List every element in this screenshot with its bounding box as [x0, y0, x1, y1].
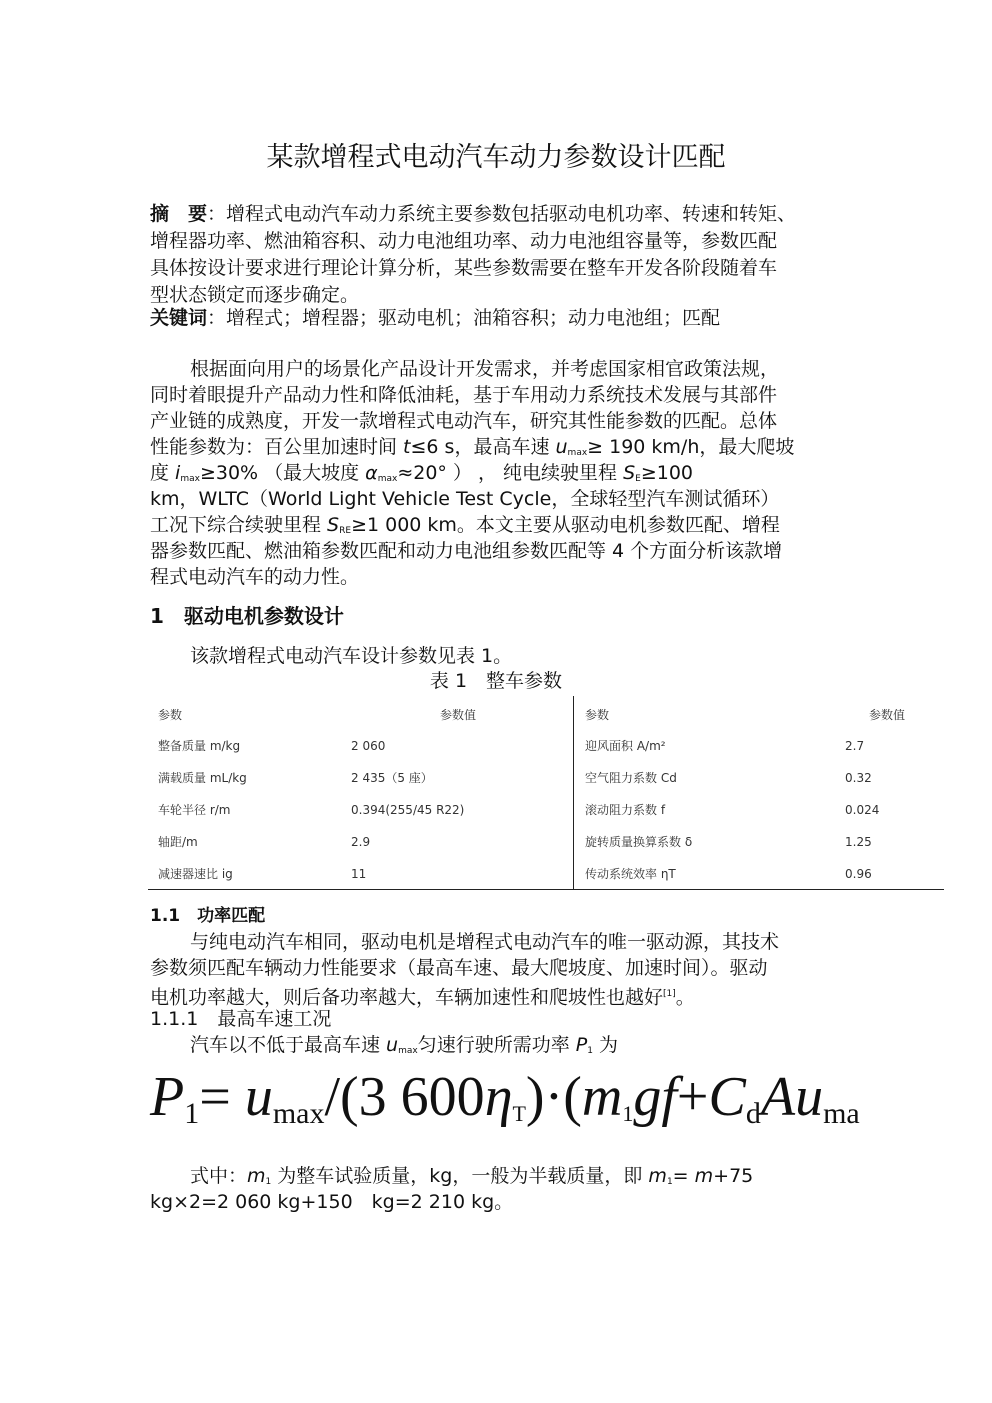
- table-cell: 迎风面积 A/m²: [585, 739, 666, 753]
- intro-line-3: 产业链的成熟度，开发一款增程式电动汽车，研究其性能参数的匹配。总体: [150, 410, 778, 432]
- table-cell: 0.32: [845, 771, 872, 785]
- intro-l4b: t: [403, 436, 411, 458]
- where-l1h: m: [694, 1165, 714, 1187]
- intro-line-2: 同时着眼提升产品动力性和降低油耗，基于车用动力系统技术发展与其部件: [150, 384, 778, 406]
- where-line-2: kg×2=2 060 kg+150 kg=2 210 kg。: [150, 1191, 514, 1213]
- abstract-text-1: ：增程式电动汽车动力系统主要参数包括驱动电机功率、转速和转矩、: [207, 203, 797, 225]
- intro-l4c: ≤6 s，最高车速: [410, 436, 556, 458]
- section-1-1-1-text: [190, 1033, 618, 1063]
- abstract-line-3: 具体按设计要求进行理论计算分析，某些参数需要在整车开发各阶段随着车: [150, 257, 778, 279]
- formula-c: C: [708, 1066, 746, 1128]
- s111-t2: u: [386, 1034, 399, 1056]
- where-l1d: 为整车试验质量，kg，一般为半载质量，即: [271, 1165, 649, 1187]
- table-cell: 0.96: [845, 867, 872, 881]
- intro-l7c: RE: [339, 526, 352, 536]
- intro-l4f: ≥ 190 km/h，最大爬坡: [587, 436, 795, 458]
- table-cell: 2.9: [351, 835, 371, 849]
- table-cell: 0.394(255/45 R22): [351, 803, 465, 817]
- section-1-1-line-1: 与纯电动汽车相同，驱动电机是增程式电动汽车的唯一驱动源，其技术: [190, 931, 780, 953]
- intro-l4d: u: [555, 436, 568, 458]
- section-1-1-line-2: 参数须匹配车辆动力性能要求（最高车速、最大爬坡度、加速时间）。驱动: [150, 957, 768, 979]
- section-1-1-1-heading: 1.1.1 最高车速工况: [150, 1008, 332, 1030]
- intro-l5j: ≥100: [640, 462, 694, 484]
- abstract-line-2: 增程器功率、燃油箱容积、动力电池组功率、动力电池组容量等，参数匹配: [150, 230, 778, 252]
- abstract-line-4: 型状态锁定而逐步确定。: [150, 284, 360, 306]
- intro-l5c: max: [180, 474, 200, 484]
- formula-eta-sub: T: [512, 1101, 526, 1126]
- table-cell: 整备质量 m/kg: [158, 739, 241, 753]
- abstract-line-1: [150, 202, 796, 226]
- where-l1b: m: [247, 1165, 266, 1187]
- formula-eta: η: [484, 1066, 513, 1128]
- s111-t5: P: [575, 1034, 588, 1056]
- table-header-cell: 参数值: [869, 708, 906, 722]
- keywords-label: 关键词: [150, 307, 208, 329]
- intro-l5a: 度: [150, 462, 176, 484]
- table-cell: 轴距/m: [158, 835, 198, 849]
- s111-t3: max: [398, 1046, 418, 1056]
- where-l1c: 1: [265, 1177, 272, 1187]
- intro-l4a: 性能参数为：百公里加速时间: [150, 436, 404, 458]
- intro-l7b: S: [327, 514, 340, 536]
- intro-l7a: 工况下综合续驶里程: [150, 514, 328, 536]
- section-1-heading: 1 驱动电机参数设计: [150, 604, 344, 628]
- formula-div: /(3 600: [324, 1066, 485, 1128]
- power-formula: [150, 1062, 860, 1149]
- intro-line-8: 器参数匹配、燃油箱参数匹配和动力电池组参数匹配等 4 个方面分析该款增: [150, 540, 783, 562]
- table-header-cell: 参数: [585, 708, 610, 722]
- abstract-label: 摘 要: [150, 203, 208, 225]
- intro-l5b: i: [175, 462, 181, 484]
- intro-l5f: max: [377, 474, 398, 484]
- table-header-cell: 参数值: [440, 708, 477, 722]
- table-cell: 11: [351, 867, 367, 881]
- formula-u: u: [244, 1066, 273, 1128]
- table-bottom-rule: [148, 889, 944, 890]
- formula-a: A: [760, 1066, 796, 1128]
- formula-u2: u: [795, 1066, 824, 1128]
- table-cell: 滚动阻力系数 f: [585, 803, 666, 817]
- formula-mid: )·(: [525, 1066, 582, 1128]
- formula-c-sub: d: [745, 1097, 761, 1130]
- formula-m-sub: 1: [622, 1101, 634, 1126]
- vehicle-parameter-table: [148, 696, 944, 890]
- section-1-1-heading: 1.1 功率匹配: [150, 906, 266, 926]
- intro-line-9: 程式电动汽车的动力性。: [150, 566, 360, 588]
- table-column-divider: [573, 696, 574, 890]
- table-cell: 车轮半径 r/m: [158, 803, 231, 817]
- formula-p-sub: 1: [184, 1097, 200, 1130]
- formula-plus: +: [676, 1066, 709, 1128]
- intro-l5i: E: [635, 474, 641, 484]
- intro-l5g: ≈20° ） ， 纯电续驶里程: [397, 462, 624, 484]
- where-l1a: 式中：: [190, 1165, 248, 1187]
- s111-t7: 为: [592, 1034, 618, 1056]
- section-1-text: 该款增程式电动汽车设计参数见表 1。: [190, 645, 513, 667]
- s111-t6: 1: [587, 1046, 593, 1056]
- table-cell: 2.7: [845, 739, 865, 753]
- table-cell: 1.25: [845, 835, 872, 849]
- formula-eq: =: [199, 1066, 245, 1128]
- s111-t4: 匀速行驶所需功率: [417, 1034, 576, 1056]
- where-l1e: m: [648, 1165, 667, 1187]
- formula-u2-sub: ma: [823, 1097, 860, 1130]
- formula-u-sub: max: [272, 1097, 325, 1130]
- where-l1g: =: [672, 1165, 695, 1187]
- intro-l5h: S: [623, 462, 636, 484]
- table-cell: 空气阻力系数 Cd: [585, 771, 677, 785]
- intro-line-6: km，WLTC（World Light Vehicle Test Cycle，全球轻型汽车测试循环）: [150, 488, 780, 510]
- table-cell: 2 435（5 座）: [351, 771, 433, 785]
- s111-t1: 汽车以不低于最高车速: [190, 1034, 387, 1056]
- table-caption: 表 1 整车参数: [429, 670, 563, 692]
- paper-title: 某款增程式电动汽车动力参数设计匹配: [266, 142, 726, 173]
- section-1-1-l3-text: 电机功率越大，则后备功率越大，车辆加速性和爬坡性也越好: [150, 986, 664, 1009]
- table-cell: 旋转质量换算系数 δ: [585, 835, 693, 849]
- keywords-text: ：增程式；增程器；驱动电机；油箱容积；动力电池组；匹配: [207, 307, 721, 329]
- where-l1i: +75: [713, 1165, 754, 1187]
- intro-l7d: ≥1 000 km。本文主要从驱动电机参数匹配、增程: [351, 514, 780, 536]
- section-1-1-line-3: [150, 982, 695, 1009]
- table-cell: 传动系统效率 ηT: [585, 867, 676, 881]
- formula-m: m: [581, 1066, 623, 1128]
- keywords-line: [150, 306, 720, 330]
- table-cell: 2 060: [351, 739, 386, 753]
- table-header-cell: 参数: [158, 708, 183, 722]
- intro-l5d: ≥30% （最大坡度: [199, 462, 366, 484]
- table-cell: 0.024: [845, 803, 880, 817]
- citation-ref: [1]: [663, 989, 676, 999]
- intro-l4e: max: [567, 448, 588, 458]
- where-l1f: 1: [666, 1177, 673, 1187]
- table-cell: 减速器速比 ig: [158, 867, 233, 881]
- formula-p: P: [150, 1066, 185, 1128]
- table-cell: 满载质量 mL/kg: [158, 771, 247, 785]
- section-1-1-l3-end: 。: [675, 986, 695, 1009]
- intro-line-1: 根据面向用户的场景化产品设计开发需求，并考虑国家相官政策法规，: [190, 358, 780, 380]
- formula-gf: gf: [633, 1066, 677, 1128]
- intro-l5e: α: [365, 462, 378, 484]
